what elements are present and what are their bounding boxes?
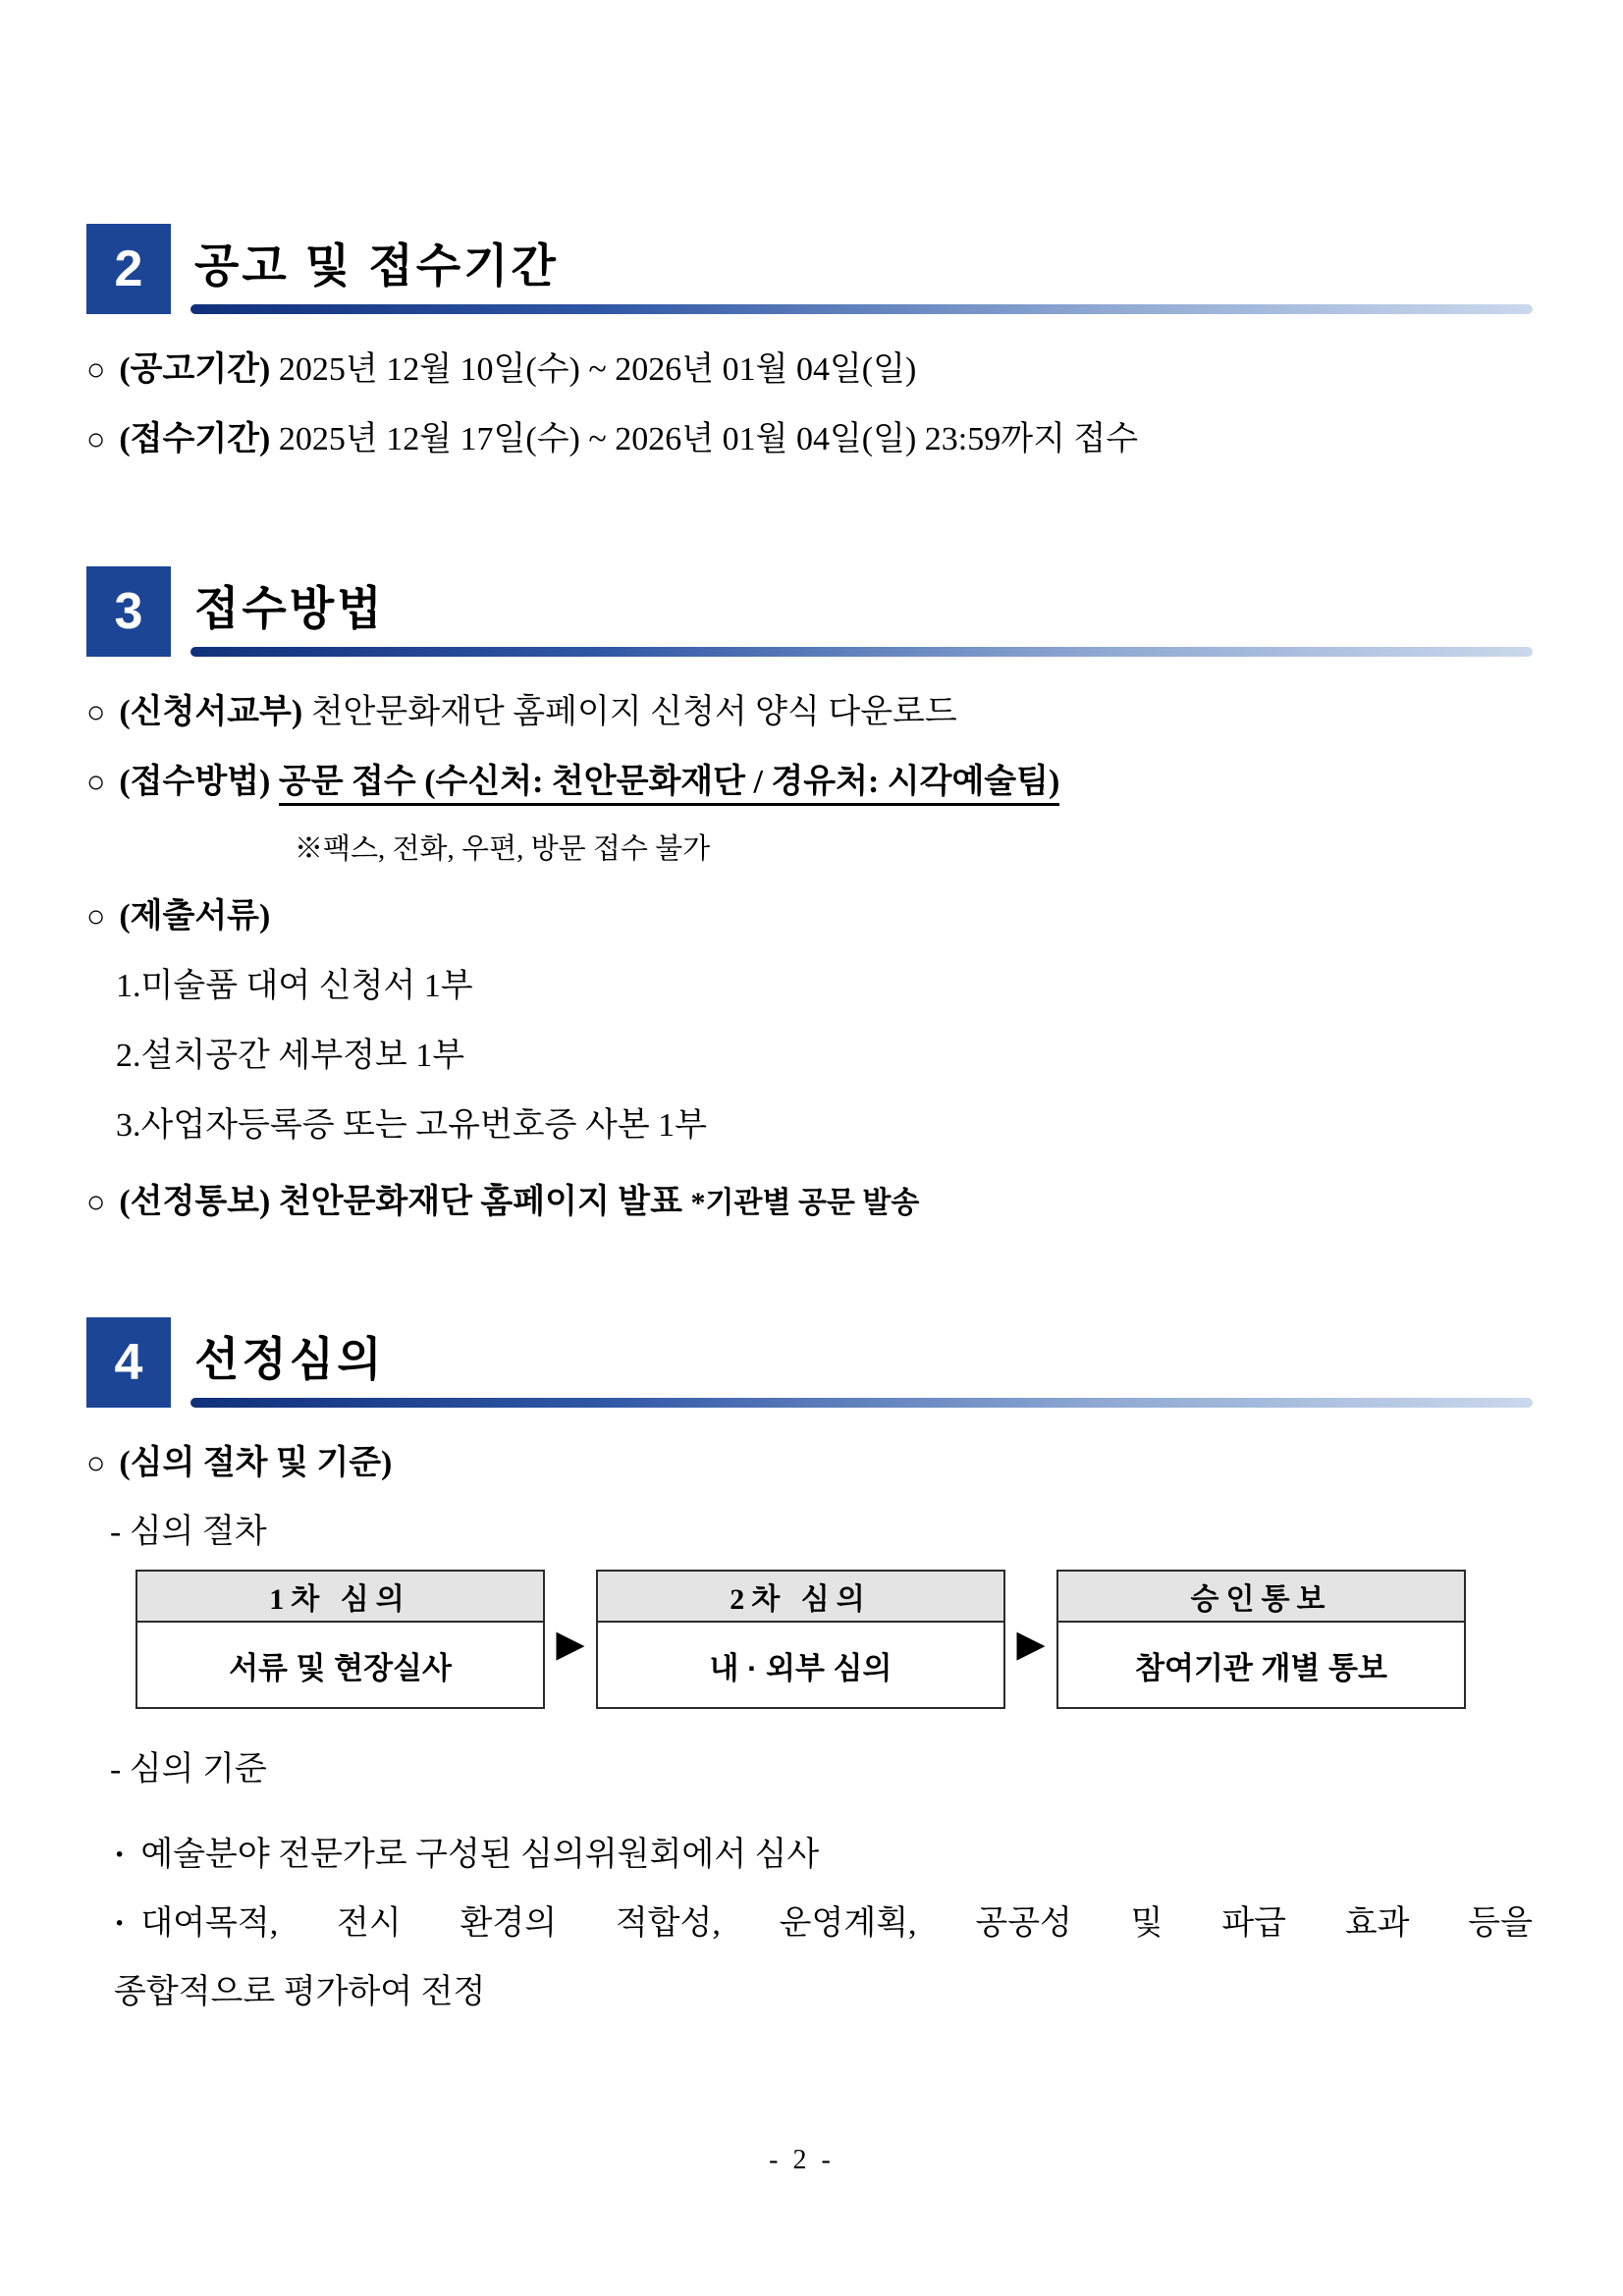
section-2-header bbox=[86, 224, 1533, 314]
circle-bullet-icon: ○ bbox=[86, 351, 106, 387]
arrow-right-icon: ▶ bbox=[556, 1622, 585, 1665]
section-3 bbox=[86, 566, 1533, 1223]
section-title-block bbox=[190, 224, 1533, 314]
bullet-item bbox=[86, 692, 1533, 732]
sub-item: - 심의 기준 bbox=[110, 1751, 267, 1788]
document-item: 2.설치공간 세부정보 1부 bbox=[116, 1038, 465, 1074]
flow-step-body: 서류 및 현장실사 bbox=[229, 1650, 452, 1685]
section-title: 접수방법 bbox=[194, 582, 385, 634]
section-underline-bar bbox=[190, 647, 1533, 657]
criteria-list bbox=[86, 1821, 1533, 2027]
bullet-item bbox=[86, 1182, 1533, 1223]
criteria-text: 예술분야 전문가로 구성된 심의위원회에서 심사 bbox=[140, 1837, 820, 1873]
section-title-block bbox=[190, 1317, 1533, 1408]
note-text: ※팩스, 전화, 우편, 방문 접수 불가 bbox=[295, 833, 711, 865]
flow-step-2 bbox=[596, 1570, 1005, 1709]
review-flow-diagram bbox=[135, 1570, 1466, 1709]
bullet-item bbox=[86, 349, 1533, 390]
document-item: 3.사업자등록증 또는 고유번호증 사본 1부 bbox=[116, 1107, 708, 1144]
bullet-text: 2025년 12월 10일(수) ~ 2026년 01월 04일(일) bbox=[278, 351, 917, 388]
flow-step-header: 2차 심의 bbox=[598, 1572, 1003, 1623]
flow-step-header: 승인통보 bbox=[1058, 1572, 1464, 1623]
document-item: 1.미술품 대여 신청서 1부 bbox=[116, 968, 473, 1004]
section-title: 공고 및 접수기간 bbox=[194, 240, 559, 292]
bullet-label: (공고기간) bbox=[119, 351, 271, 388]
section-number-badge: 2 bbox=[86, 224, 171, 314]
bullet-label: (심의 절차 및 기준) bbox=[119, 1445, 393, 1481]
inline-note-text: *기관별 공문 발송 bbox=[690, 1187, 920, 1219]
section-2 bbox=[86, 224, 1533, 459]
dot-bullet-icon: · bbox=[114, 1905, 126, 1942]
document-list bbox=[86, 967, 1533, 1146]
dot-bullet-icon: · bbox=[114, 1837, 126, 1873]
sub-item: - 심의 절차 bbox=[110, 1514, 267, 1550]
flow-step-body: 내 · 외부 심의 bbox=[709, 1650, 893, 1685]
criteria-text-line bbox=[114, 1890, 1533, 1958]
criteria-item bbox=[86, 1821, 1533, 1890]
section-number-badge: 3 bbox=[86, 566, 171, 657]
page-number: - 2 - bbox=[769, 2145, 835, 2175]
section-4 bbox=[86, 1317, 1533, 2027]
section-3-header bbox=[86, 566, 1533, 657]
bullet-text: 2025년 12월 17일(수) ~ 2026년 01월 04일(일) 23:59까지 접수 bbox=[278, 421, 1139, 457]
circle-bullet-icon: ○ bbox=[86, 898, 106, 934]
bullet-text: 천안문화재단 홈페이지 발표 bbox=[278, 1184, 682, 1220]
section-title-block bbox=[190, 566, 1533, 657]
circle-bullet-icon: ○ bbox=[86, 764, 106, 799]
section-underline-bar bbox=[190, 304, 1533, 314]
criteria-item bbox=[86, 1890, 1533, 2027]
section-number-badge: 4 bbox=[86, 1317, 171, 1408]
underlined-bullet-text: 공문 접수 (수신처: 천안문화재단 / 경유처: 시각예술팀) bbox=[279, 764, 1059, 806]
flow-step-body: 참여기관 개별 통보 bbox=[1135, 1650, 1387, 1685]
criteria-text: 대여목적, 전시 환경의 적합성, 운영계획, 공공성 및 파급 효과 등을 bbox=[140, 1905, 1533, 1942]
bullet-text: 천안문화재단 홈페이지 신청서 양식 다운로드 bbox=[310, 694, 957, 730]
bullet-label: (접수방법) bbox=[119, 764, 271, 800]
bullet-item bbox=[86, 762, 1533, 802]
circle-bullet-icon: ○ bbox=[86, 694, 106, 729]
arrow-right-icon: ▶ bbox=[1016, 1622, 1046, 1665]
flow-step-header: 1차 심의 bbox=[137, 1572, 543, 1623]
bullet-item bbox=[86, 896, 1533, 936]
bullet-label: (선정통보) bbox=[119, 1184, 271, 1220]
bullet-label: (신청서교부) bbox=[119, 694, 303, 730]
section-title: 선정심의 bbox=[194, 1333, 385, 1385]
bullet-label: (제출서류) bbox=[119, 898, 271, 934]
section-4-header bbox=[86, 1317, 1533, 1408]
bullet-label: (접수기간) bbox=[119, 421, 271, 457]
circle-bullet-icon: ○ bbox=[86, 1445, 106, 1480]
bullet-item bbox=[86, 419, 1533, 459]
section-underline-bar bbox=[190, 1398, 1533, 1408]
circle-bullet-icon: ○ bbox=[86, 1184, 106, 1219]
criteria-text-line: 종합적으로 평가하여 전정 bbox=[114, 1974, 486, 2010]
flow-step-1 bbox=[135, 1570, 545, 1709]
bullet-item bbox=[86, 1443, 1533, 1483]
circle-bullet-icon: ○ bbox=[86, 421, 106, 456]
flow-step-3 bbox=[1056, 1570, 1466, 1709]
